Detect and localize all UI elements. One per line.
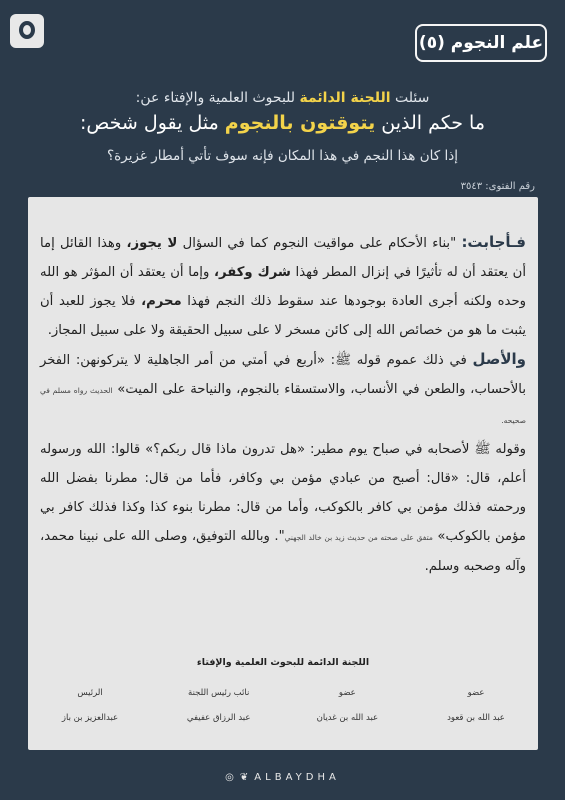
series-title-box: [415, 24, 547, 62]
signature-name: عبدالعزيز بن باز: [61, 713, 119, 723]
question-highlight: يتوقتون بالنجوم: [224, 112, 376, 134]
answer-emphasis: لا يجوز،: [126, 236, 178, 251]
logo: [10, 14, 44, 48]
answer-emphasis: محرم،: [141, 294, 182, 309]
answer-text: ". وبالله التوفيق، وصلى الله على نبينا محمد، وآله وصحبه وسلم.: [40, 529, 526, 574]
signature-role: نائب رئيس اللجنة: [188, 688, 250, 698]
question-line-3: إذا كان هذا النجم في هذا المكان فإنه سوف تأتي أمطار غزيرة؟: [107, 148, 458, 164]
answer-body: [40, 228, 526, 581]
hadith-reference: الحديث رواه مسلم في صحيحه.: [40, 386, 526, 425]
signature-name: عبد الله بن غديان: [316, 713, 379, 723]
question-line-2: [0, 112, 565, 134]
footer-handle[interactable]: ALBAYDHA: [254, 772, 340, 783]
footer: [0, 772, 565, 783]
twitter-icon[interactable]: ❦: [239, 772, 249, 783]
logo-mark-icon: [19, 21, 35, 39]
answer-text: وإما أن يعتقد أن المؤثر هو الله وحده ولكنه أجرى العادة بوجودها عند سقوط ذلك النجم فهذا: [40, 265, 526, 309]
answer-text: وهذا القائل إما أن يعتقد أن له تأثيرًا في إنزال المطر فهذا: [40, 236, 526, 280]
signature-name: عبد الله بن قعود: [447, 713, 505, 723]
signature-roles: [40, 688, 526, 698]
signature-name: عبد الرزاق عفيفي: [186, 713, 251, 723]
signature-role: عضو: [338, 688, 356, 698]
fatwa-number: رقم الفتوى: ٣٥٤٣: [460, 181, 535, 192]
instagram-icon[interactable]: ◎: [225, 772, 234, 783]
committee-title: اللجنة الدائمة للبحوث العلمية والإفتاء: [196, 657, 370, 668]
answer-text: "بناء الأحكام على مواقيت النجوم كما في السؤال: [177, 236, 462, 251]
signature-role: الرئيس: [77, 688, 103, 698]
answer-emphasis: شرك وكفر،: [213, 265, 291, 280]
answer-lead: فـأجابت:: [461, 233, 526, 251]
series-title: علم النجوم (٥): [418, 33, 544, 53]
question-text: مثل يقول شخص:: [79, 112, 225, 134]
signature-role: عضو: [467, 688, 485, 698]
question-line-1: [0, 90, 565, 106]
answer-text: في ذلك عموم قوله ﷺ: «أربع في أمتي من أمر الجاهلية لا يتركونهن: الفخر بالأحساب، والطعن في الأنساب، والاستسقاء بالنجوم، والنياحة على الميت»: [40, 353, 526, 397]
question-text: سئلت: [390, 90, 430, 106]
signature-names: [40, 713, 526, 723]
asl-lead: والأصل: [472, 350, 526, 368]
question-text: ما حكم الذين: [375, 112, 485, 134]
answer-text: وقوله ﷺ لأصحابه في صباح يوم مطير: «هل تدرون ماذا قال ربكم؟» قالوا: الله ورسوله أعلم، قال: «قال: أصبح من عبادي مؤمن بي وكافر، فأما من قال: مطرنا بفضل الله ورحمته فذلك مؤمن بي كافر بالكوكب، وأما من قال: مطرنا بنوء كذا وكذا فذلك كافر بي مؤمن بالكوكب»: [40, 442, 526, 544]
hadith-reference: متفق على صحته من حديث زيد بن خالد الجهني: [284, 533, 433, 542]
answer-text: فلا يجوز للعبد أن يثبت ما هو من خصائص الله إلى كائن مسخر لا على سبيل الحقيقة ولا على سبيل المجاز.: [40, 294, 526, 338]
question-text: للبحوث العلمية والإفتاء عن:: [135, 90, 300, 106]
question-highlight: اللجنة الدائمة: [299, 90, 391, 106]
